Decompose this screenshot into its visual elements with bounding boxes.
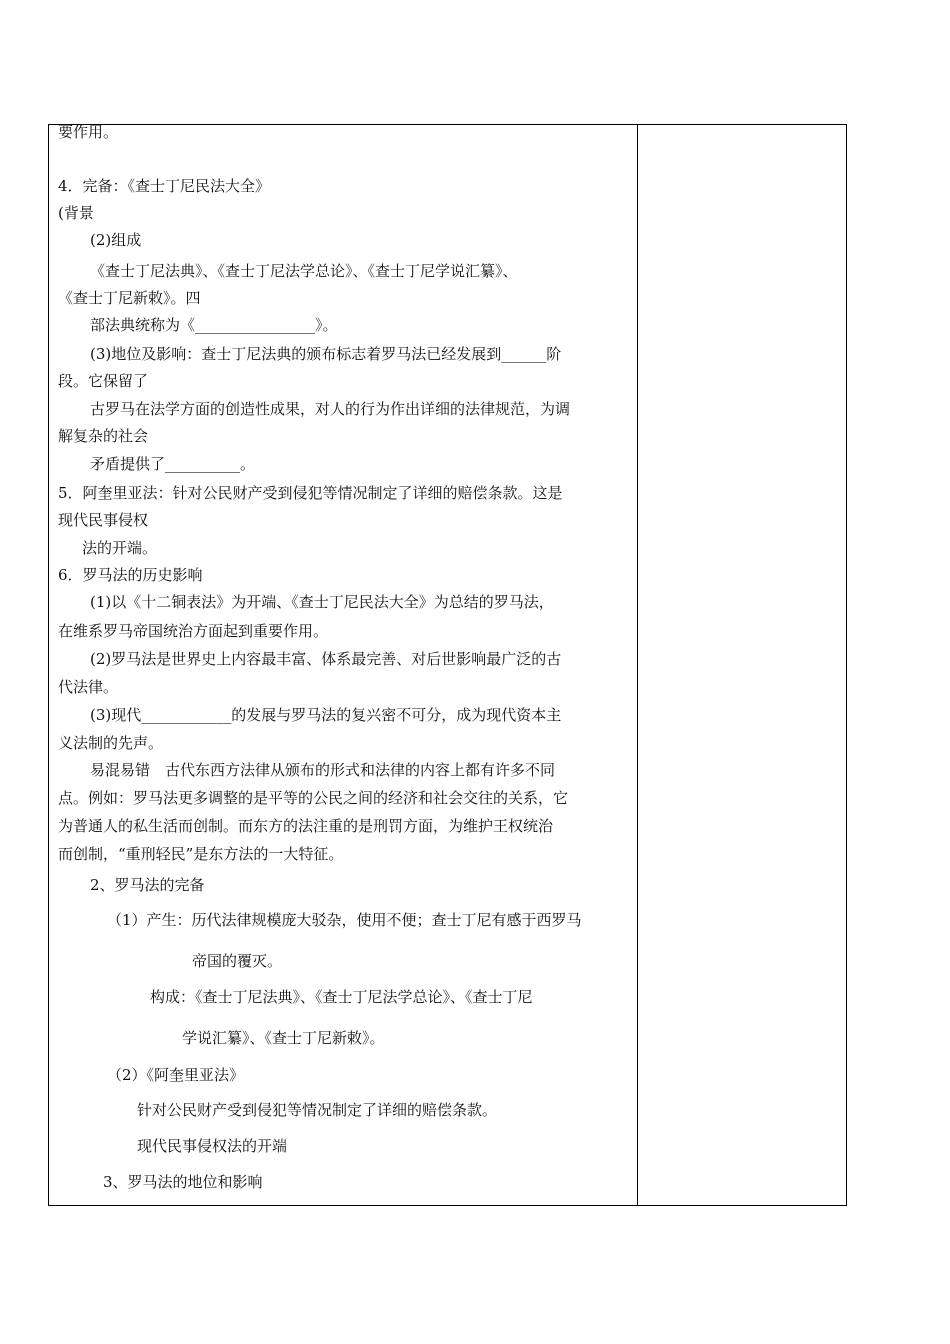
text-line: (3)地位及影响：查士丁尼法典的颁布标志着罗马法已经发展到______阶 bbox=[90, 345, 562, 363]
text-line: 《查士丁尼新敕》。四 bbox=[58, 289, 201, 307]
text-line: 部法典统称为《________________》。 bbox=[90, 316, 338, 334]
text-line: 而创制，“重刑轻民”是东方法的一大特征。 bbox=[58, 845, 344, 863]
text-line: 2、罗马法的完备 bbox=[90, 876, 205, 894]
text-line: 点。例如：罗马法更多调整的是平等的公民之间的经济和社会交往的关系，它 bbox=[58, 789, 569, 807]
text-line: 义法制的先声。 bbox=[58, 734, 164, 752]
text-line: (2)组成 bbox=[90, 231, 142, 249]
text-line: 解复杂的社会 bbox=[58, 427, 149, 445]
text-line: 现代民事侵权法的开端 bbox=[137, 1137, 288, 1155]
text-line: 《查士丁尼法典》、《查士丁尼法学总论》、《查士丁尼学说汇纂》、 bbox=[90, 262, 518, 280]
text-line: 古罗马在法学方面的创造性成果，对人的行为作出详细的法律规范，为调 bbox=[90, 400, 571, 418]
text-line: 易混易错 古代东西方法律从颁布的形式和法律的内容上都有许多不同 bbox=[90, 761, 556, 779]
text-line: (背景 bbox=[58, 204, 94, 222]
text-line: 构成：《查士丁尼法典》、《查士丁尼法学总论》、《查士丁尼 bbox=[150, 988, 533, 1006]
text-line: 法的开端。 bbox=[82, 539, 158, 557]
side-cell bbox=[638, 125, 846, 1205]
text-line: 段。它保留了 bbox=[58, 372, 149, 390]
text-line: 针对公民财产受到侵犯等情况制定了详细的赔偿条款。 bbox=[137, 1101, 498, 1119]
text-line: 为普通人的私生活而创制。而东方的法注重的是刑罚方面，为维护王权统治 bbox=[58, 817, 554, 835]
text-line: 4．完备：《查士丁尼民法大全》 bbox=[58, 177, 271, 195]
text-line: （2）《阿奎里亚法》 bbox=[107, 1066, 245, 1084]
text-line: 代法律。 bbox=[58, 678, 119, 696]
text-line: (1)以《十二铜表法》为开端、《查士丁尼民法大全》为总结的罗马法， bbox=[90, 593, 554, 611]
text-line: 3、罗马法的地位和影响 bbox=[103, 1173, 263, 1191]
text-line: 要作用。 bbox=[58, 123, 119, 141]
text-line: 现代民事侵权 bbox=[58, 511, 149, 529]
text-line: 矛盾提供了__________。 bbox=[90, 455, 256, 473]
text-line: 5．阿奎里亚法：针对公民财产受到侵犯等情况制定了详细的赔偿条款。这是 bbox=[58, 484, 563, 502]
text-line: 学说汇纂》、《查士丁尼新敕》。 bbox=[182, 1029, 385, 1047]
text-line: 帝国的覆灭。 bbox=[192, 952, 283, 970]
text-line: (3)现代____________的发展与罗马法的复兴密不可分，成为现代资本主 bbox=[90, 706, 562, 724]
text-line: （1）产生：历代法律规模庞大驳杂，使用不便；查士丁尼有感于西罗马 bbox=[107, 911, 582, 929]
text-line: 在维系罗马帝国统治方面起到重要作用。 bbox=[58, 622, 329, 640]
text-line: (2)罗马法是世界史上内容最丰富、体系最完善、对后世影响最广泛的古 bbox=[90, 650, 562, 668]
text-line: 6．罗马法的历史影响 bbox=[58, 566, 203, 584]
